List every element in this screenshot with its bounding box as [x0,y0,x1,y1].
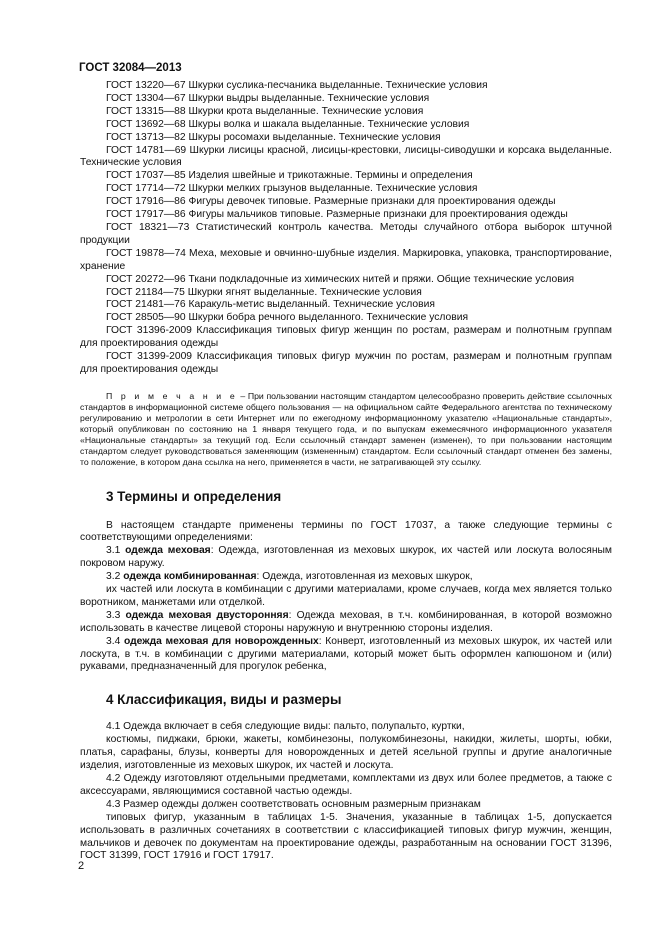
reference-item: ГОСТ 20272—96 Ткани подкладочные из химических нитей и пряжи. Общие технические условия [106,273,575,285]
term-definition: : Одежда меховая, в т.ч. комбинированная, в которой возможно использовать в качестве лицевой стороны наружную и внутреннюю стороны изделия. [80,609,612,634]
section-3-heading: 3 Термины и определения [106,488,282,504]
term-definition: : Одежда, изготовленная из меховых шкурок, [256,571,473,583]
paragraph-4-1-continuation: костюмы, пиджаки, брюки, жакеты, комбинезоны, полукомбинезоны, накидки, жилеты, шорты, юбки, платья, сарафаны, блузы, конверты для новорожденных и детей ясельной группы и другие аналогичные изделия, изготовленные из меховых шкурок, их частей и лоскута. [80,734,612,772]
reference-item: ГОСТ 17037—85 Изделия швейные и трикотажные. Термины и определения [106,170,473,182]
note-paragraph [80,391,612,469]
reference-item: ГОСТ 13315—88 Шкурки крота выделанные. Технические условия [106,105,424,117]
term-name: одежда меховая для новорожденных [123,635,319,647]
term-definition: : Одежда, изготовленная из меховых шкурок, их частей или лоскута волосяным покровом наружу. [80,545,612,570]
reference-item: ГОСТ 21184—75 Шкурки ягнят выделанные. Технические условия [106,286,422,298]
reference-item: ГОСТ 17917—86 Фигуры мальчиков типовые. Размерные признаки для проектирования одежды [106,209,568,221]
term-3-4: 3.4 одежда меховая для новорожденных: Конверт, изготовленный из меховых шкурок, их частей или лоскута, в т.ч. в комбинации с другими материалами, который может быть оформлен капюшоном и (или) рукавами, предназначенный для прогулок ребенка, [80,635,612,673]
reference-item: ГОСТ 28505—90 Шкурки бобра речного выделанного. Технические условия [106,312,469,324]
term-3-1: 3.1 одежда меховая: Одежда, изготовленная из меховых шкурок, их частей или лоскута волосяным покровом наружу. [80,545,612,570]
term-name: одежда комбинированная [123,571,257,583]
references-list [80,80,612,377]
document-header: ГОСТ 32084—2013 [79,62,182,74]
reference-item: ГОСТ 17916—86 Фигуры девочек типовые. Размерные признаки для проектирования одежды [106,196,556,208]
reference-item: ГОСТ 13304—67 Шкурки выдры выделанные. Технические условия [106,92,430,104]
section-3-intro: В настоящем стандарте применены термины по ГОСТ 17037, а также следующие термины с соответствующими определениями: [80,519,612,544]
reference-item: ГОСТ 19878—74 Меха, меховые и овчинно-шубные изделия. Маркировка, упаковка, транспортирование, хранение [80,247,612,272]
term-name: одежда меховая [125,545,211,557]
document-body [80,80,612,863]
reference-item: ГОСТ 21481—76 Каракуль-метис выделанный. Технические условия [106,299,435,311]
reference-item: ГОСТ 13713—82 Шкуры росомахи выделанные. Технические условия [106,131,441,143]
reference-item: ГОСТ 14781—69 Шкурки лисицы красной, лисицы-крестовки, лисицы-сиводушки и корсака выделанные. Технические условия [80,144,612,169]
term-definition: : Конверт, изготовленный из меховых шкурок, их частей или лоскута, в т.ч. в комбинации с другими материалами, который может быть оформлен капюшоном и (или) рукавами, предназначенный для прогулок ребенка, [80,635,612,673]
term-3-3: 3.3 одежда меховая двусторонняя: Одежда меховая, в т.ч. комбинированная, в которой возможно использовать в качестве лицевой стороны наружную и внутреннюю стороны изделия. [80,609,612,634]
reference-item: ГОСТ 31399-2009 Классификация типовых фигур мужчин по ростам, размерам и полнотным группам для проектирования одежды [80,351,612,375]
paragraph-4-3-continuation: типовых фигур, указанным в таблицах 1-5. Значения, указанные в таблицах 1-5, допускается использовать в различных сочетаниях в соответствии с классификацией типовых фигур мужчин, женщин, мальчиков и девочек по документам на проектирование одежды, разработанным на основании ГОСТ 31396, ГОСТ 31399, ГОСТ 17916 и ГОСТ 17917. [80,811,612,862]
paragraph-4-3: 4.3 Размер одежды должен соответствовать основным размерным признакам [106,798,481,810]
term-3-2: 3.2 одежда комбинированная: Одежда, изготовленная из меховых шкурок, [106,571,473,583]
paragraph-4-2: 4.2 Одежду изготовляют отдельными предметами, комплектами из двух или более предметов, а также с аксессуарами, являющимися составной частью одежды. [80,773,612,797]
term-name: одежда меховая двусторонняя [125,609,289,621]
reference-item: ГОСТ 17714—72 Шкурки мелких грызунов выделанные. Технические условия [106,183,478,195]
section-4-heading: 4 Классификация, виды и размеры [106,692,342,708]
section-4-body [80,721,612,863]
reference-item: ГОСТ 13220—67 Шкурки суслика-песчаника выделанные. Технические условия [106,80,488,91]
reference-item: ГОСТ 31396-2009 Классификация типовых фигур женщин по ростам, размерам и полнотным группам для проектирования одежды [80,325,612,350]
page-number: 2 [78,860,85,872]
reference-item: ГОСТ 13692—68 Шкуры волка и шакала выделанные. Технические условия [106,118,470,130]
section-3-body [80,520,612,675]
reference-item: ГОСТ 18321—73 Статистический контроль качества. Методы случайного отбора выборок штучной продукции [80,221,612,246]
note-label: П р и м е ч а н и е [106,390,238,401]
term-3-2-continuation: их частей или лоскута в комбинации с другими материалами, кроме случаев, когда мех является только воротником, манжетами или отделкой. [80,584,612,608]
paragraph-4-1: 4.1 Одежда включает в себя следующие виды: пальто, полупальто, куртки, [106,721,465,733]
note-text: – При пользовании настоящим стандартом целесообразно проверить действие ссылочных стандартов в информационной системе общего пользования — на официальном сайте Федерального агентства по техническому регулированию и метрологии в сети Интернет или по ежегодному информационному указателю «Национальные стандарты», который опубликован по состоянию на 1 января текущего года, и по выпускам ежемесячного информационного указателя «Национальные стандарты» за текущий год. Если ссылочный стандарт заменен (изменен), то при пользовании настоящим стандартом следует руководствоваться заменяющим (измененным) стандартом. Если ссылочный стандарт отменен без замены, то положение, в котором дана ссылка на него, применяется в части, не затрагивающей эту ссылку. [80,390,612,468]
